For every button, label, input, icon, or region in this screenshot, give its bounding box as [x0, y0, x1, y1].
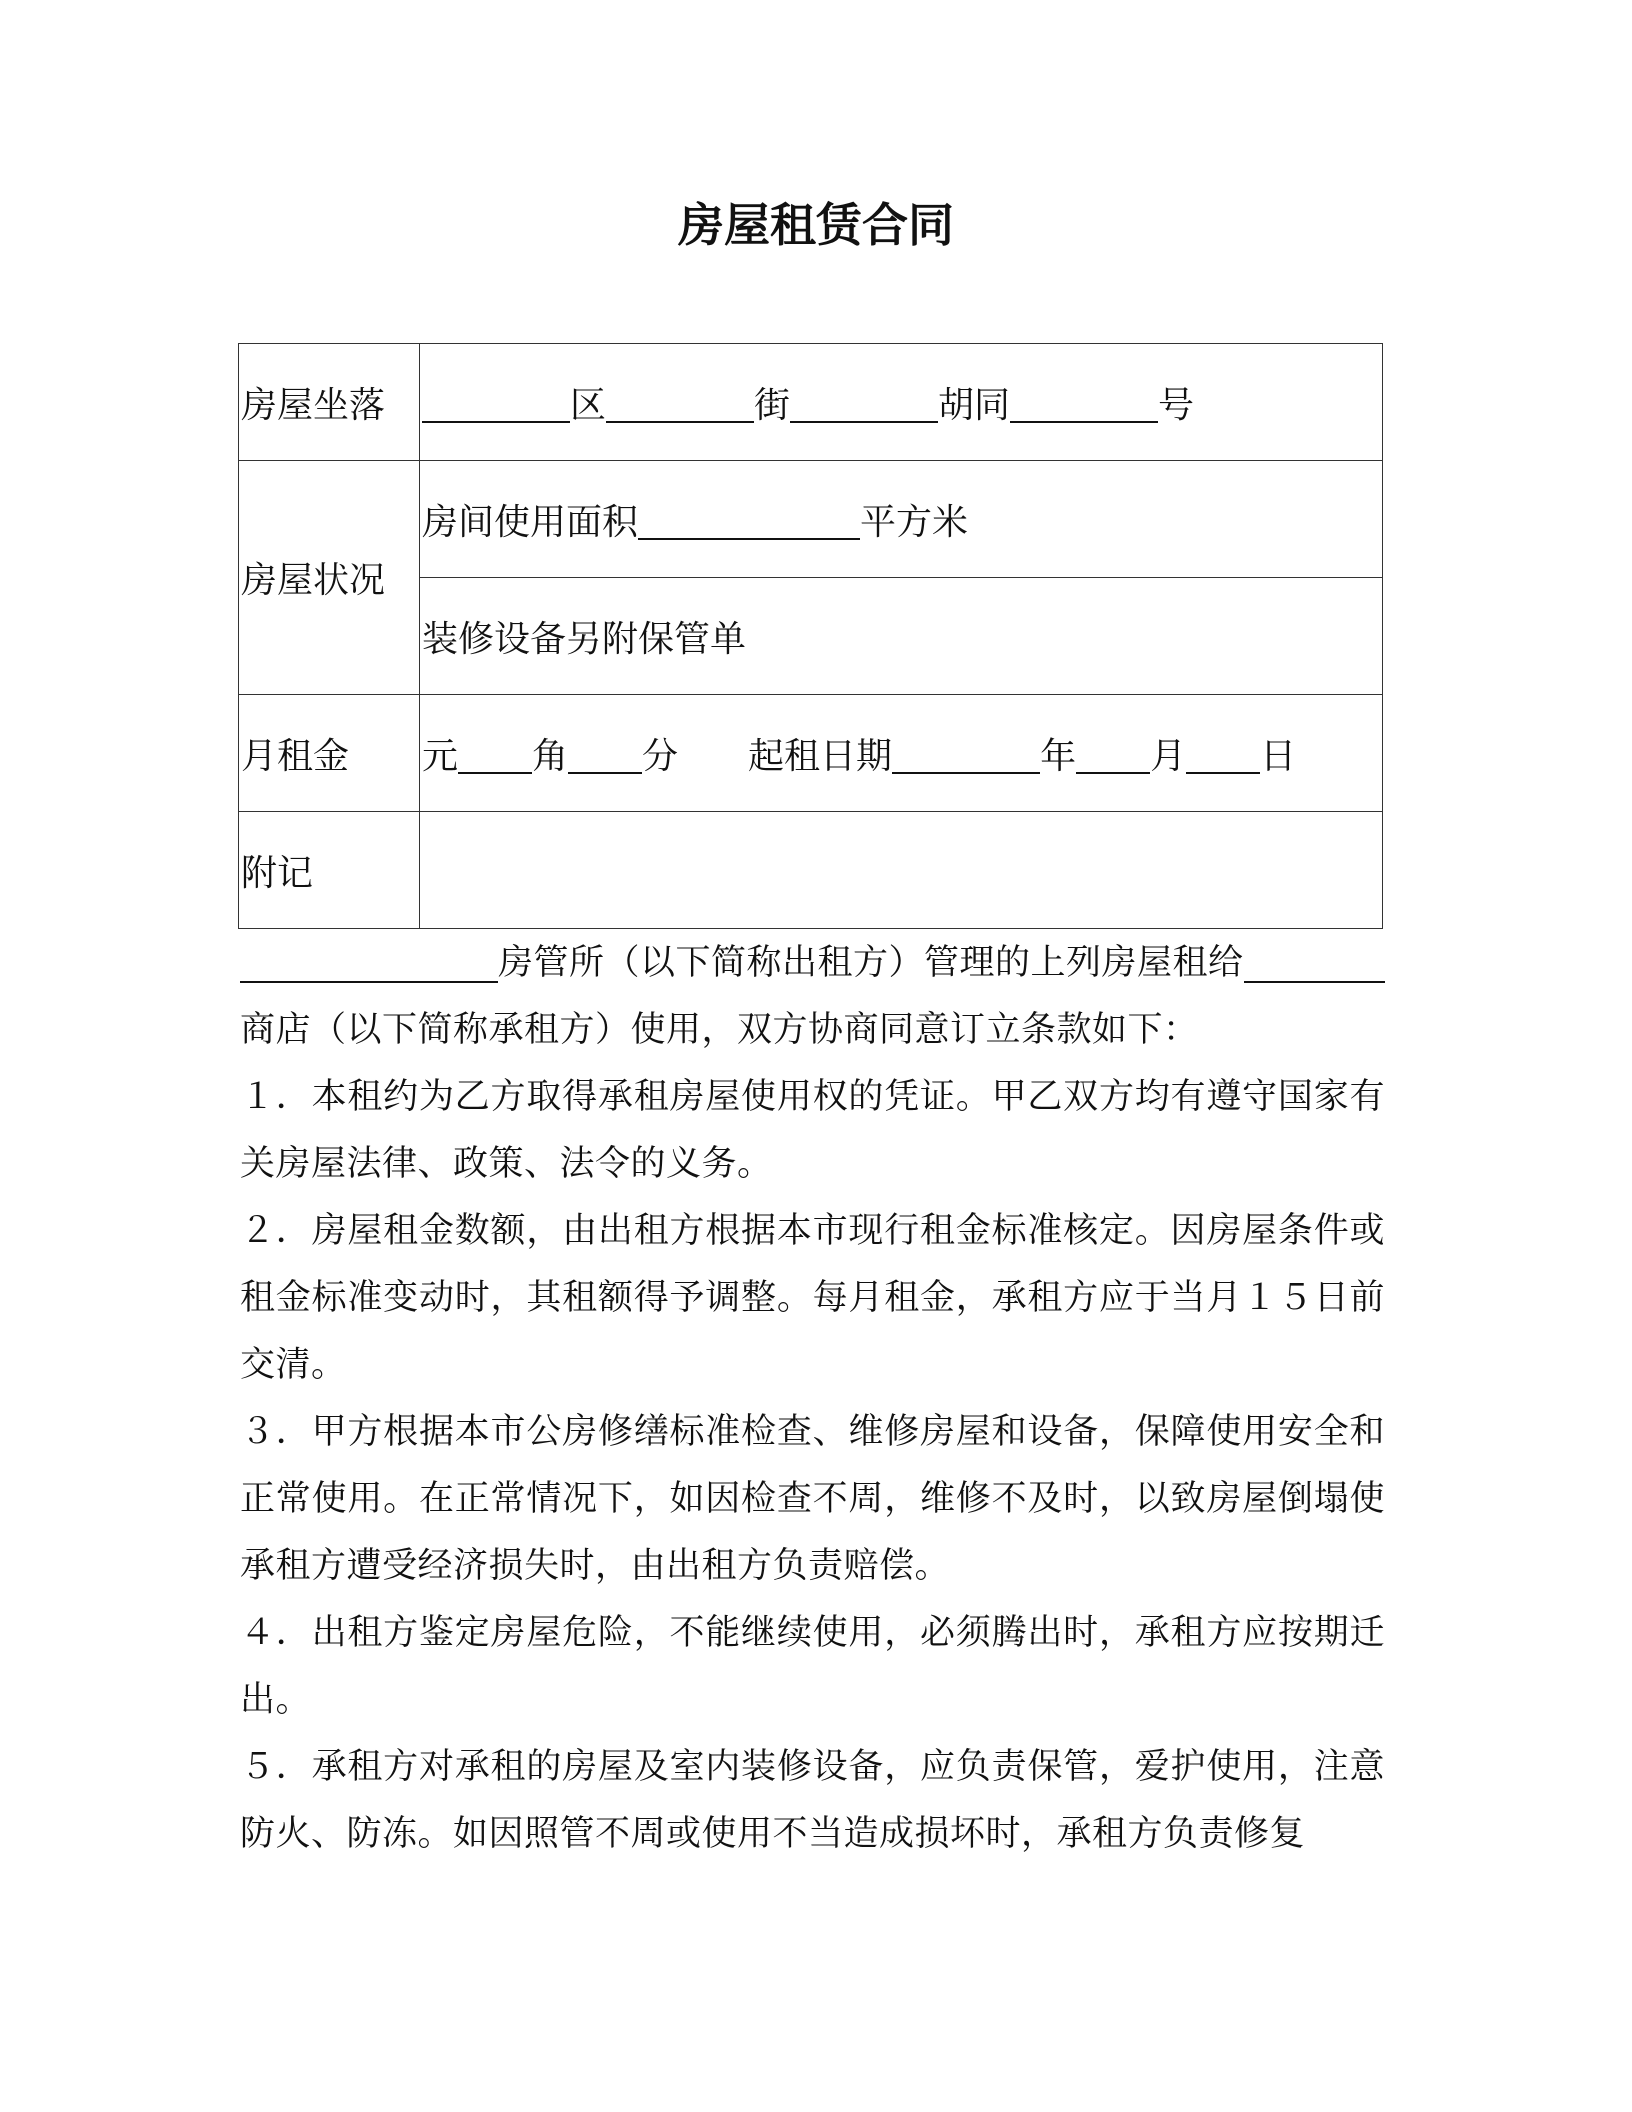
jiao-blank[interactable]: [458, 738, 532, 774]
location-cell: [420, 344, 1383, 461]
yuan-unit: 元: [422, 735, 459, 777]
number-unit: 号: [1158, 384, 1195, 426]
notes-label: 附记: [239, 812, 420, 929]
contract-body: [240, 930, 1385, 1868]
clause-2: ２．房屋租金数额，由出租方根据本市现行租金标准核定。因房屋条件或租金标准变动时，其租额得予调整。每月租金，承租方应于当月１５日前交清。: [240, 1211, 1385, 1385]
rent-row: [239, 695, 1383, 812]
rent-cell: [420, 695, 1383, 812]
area-cell: [420, 461, 1383, 578]
equipment-cell: 装修设备另附保管单: [420, 578, 1383, 695]
rent-label: 月租金: [239, 695, 420, 812]
jiao-unit: 角: [532, 735, 569, 777]
clause-3: ３．甲方根据本市公房修缮标准检查、维修房屋和设备，保障使用安全和正常使用。在正常情况下，如因检查不周，维修不及时，以致房屋倒塌使承租方遭受经济损失时，由出租方负责赔偿。: [240, 1412, 1385, 1586]
hutong-blank[interactable]: [790, 387, 938, 423]
day-blank[interactable]: [1186, 738, 1260, 774]
year-unit: 年: [1040, 735, 1077, 777]
fen-blank[interactable]: [568, 738, 642, 774]
month-blank[interactable]: [1076, 738, 1150, 774]
district-blank[interactable]: [422, 387, 570, 423]
page-title: 房屋租赁合同: [678, 198, 954, 252]
street-blank[interactable]: [606, 387, 754, 423]
year-blank[interactable]: [892, 738, 1040, 774]
fen-unit: 分: [642, 735, 679, 777]
condition-area-row: [239, 461, 1383, 578]
start-date-label: 起租日期: [748, 735, 893, 777]
clause-5: ５．承租方对承租的房屋及室内装修设备，应负责保管，爱护使用，注意防火、防冻。如因照管不周或使用不当造成损坏时，承租方负责修复: [240, 1747, 1385, 1854]
property-info-table: [238, 343, 1383, 929]
location-label: 房屋坐落: [239, 344, 420, 461]
condition-label: 房屋状况: [239, 461, 420, 695]
manager-blank[interactable]: [240, 941, 498, 983]
area-blank[interactable]: [638, 504, 860, 540]
area-prefix: 房间使用面积: [422, 501, 639, 543]
notes-cell[interactable]: [420, 812, 1383, 929]
district-unit: 区: [570, 384, 607, 426]
clause-1: １．本租约为乙方取得承租房屋使用权的凭证。甲乙双方均有遵守国家有关房屋法律、政策、法令的义务。: [240, 1077, 1385, 1184]
street-unit: 街: [754, 384, 791, 426]
day-unit: 日: [1260, 735, 1297, 777]
intro-text-1: 房管所（以下简称出租方）管理的上列房屋租给: [498, 943, 1244, 983]
intro-text-2: 商店（以下简称承租方）使用，双方协商同意订立条款如下：: [240, 1010, 1199, 1050]
area-unit: 平方米: [860, 501, 969, 543]
month-unit: 月: [1150, 735, 1187, 777]
notes-row: [239, 812, 1383, 929]
intro-line: [240, 930, 1385, 997]
hutong-unit: 胡同: [938, 384, 1011, 426]
clause-4: ４．出租方鉴定房屋危险，不能继续使用，必须腾出时，承租方应按期迁出。: [240, 1613, 1385, 1720]
number-blank[interactable]: [1010, 387, 1158, 423]
tenant-blank[interactable]: [1244, 941, 1385, 983]
location-row: [239, 344, 1383, 461]
